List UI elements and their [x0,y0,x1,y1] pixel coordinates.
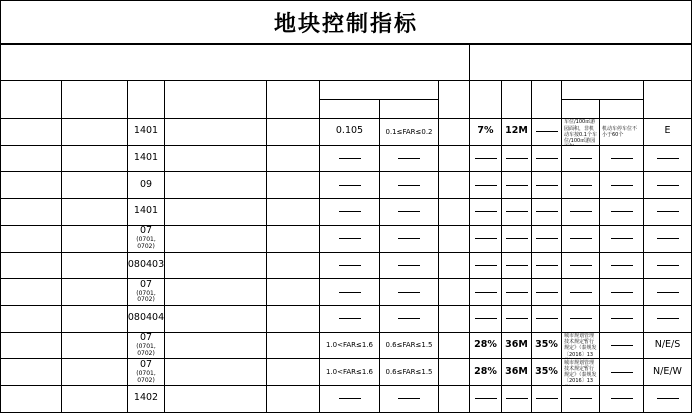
parking-below-cell [600,226,643,252]
dash-mark [570,211,592,212]
space-code-cell [2,172,61,198]
green-cell [532,172,561,198]
far-above-cell [320,226,379,252]
land-use-nature-cell [165,279,266,305]
density-cell: 28% [474,338,497,350]
far-below-cell: 0.1≤FAR≤0.2 [385,127,433,136]
area-cell [267,253,319,279]
section-flexible [470,45,691,80]
dash-mark [475,265,497,266]
area-cell [267,333,319,359]
height-cell [502,306,531,332]
parking-above-cell [562,279,599,305]
dash-mark [475,238,497,239]
grid-line [1,44,692,45]
area-cell [267,359,319,385]
header-far [320,81,438,99]
far-above-cell [320,253,379,279]
land-use-nature-cell [165,146,266,172]
entrance-cell: N/E/W [653,365,682,377]
dash-mark [475,185,497,186]
far-below-cell [380,226,438,252]
density-cell [470,226,501,252]
header-far-above [320,100,379,118]
dash-mark [475,158,497,159]
land-use-code: 080404 [128,312,164,324]
height-cell: 36M [505,338,528,350]
height-cell [502,172,531,198]
dash-mark [536,211,558,212]
dash-mark [570,158,592,159]
dash-mark [570,238,592,239]
far-below-cell [380,199,438,225]
grid-line [438,80,439,412]
space-code-cell [2,146,61,172]
space-code-cell [2,253,61,279]
land-use-code: 1401 [133,205,159,217]
dash-mark [339,211,361,212]
parking-above-cell [562,199,599,225]
entrance-cell [644,386,691,412]
density-cell [470,306,501,332]
dash-mark [339,292,361,293]
parking-above-cell [562,386,599,412]
land-use-nature-cell [165,359,266,385]
far-below-cell [380,306,438,332]
dash-mark [475,211,497,212]
height-cell [502,386,531,412]
area-cell [267,279,319,305]
area-cell [267,306,319,332]
dash-mark [339,238,361,239]
parking-below-cell [600,386,643,412]
parking-below-cell [600,279,643,305]
dash-mark [611,185,633,186]
height-cell [502,279,531,305]
space-code-cell [2,359,61,385]
land-use-code-cell [128,333,164,359]
parking-above-cell [562,306,599,332]
dash-mark [506,292,528,293]
land-use-code-cell [128,253,164,279]
density-cell [470,172,501,198]
dash-mark [657,158,679,159]
dash-mark [570,398,592,399]
dash-mark [536,185,558,186]
entrance-cell [644,279,691,305]
parcel-code-cell [62,146,127,172]
header-height [502,81,531,118]
entrance-cell: E [664,125,671,137]
entrance-cell [644,306,691,332]
parking-below-cell [600,359,643,385]
dash-mark [657,398,679,399]
parking-above-cell [562,146,599,172]
far-above-cell: 0.105 [335,125,364,137]
dash-mark [475,398,497,399]
dash-mark [339,265,361,266]
far-below-cell [380,253,438,279]
land-use-nature-cell [165,199,266,225]
land-use-code-cell [128,119,164,145]
header-parking-below [600,100,643,118]
land-use-nature-cell [165,226,266,252]
dash-mark [570,318,592,319]
parcel-code-cell [62,172,127,198]
dash-mark [536,265,558,266]
dash-mark [398,211,420,212]
area-cell [267,172,319,198]
dash-mark [506,185,528,186]
land-use-code-cell [128,386,164,412]
green-cell [532,386,561,412]
land-use-code: 07 [139,359,153,370]
height-cell [502,226,531,252]
green-cell [532,306,561,332]
far-above-cell: 1.0<FAR≤1.6 [325,341,374,350]
land-use-code-cell [128,146,164,172]
space-code-cell [2,386,61,412]
dash-mark [398,158,420,159]
dash-mark [657,238,679,239]
green-cell [532,146,561,172]
parking-below-cell [600,333,643,359]
dash-mark [506,318,528,319]
far-above-cell [320,306,379,332]
parcel-code-cell [62,279,127,305]
far-above-cell [320,172,379,198]
density-cell [470,199,501,225]
dash-mark [506,265,528,266]
dash-mark [657,318,679,319]
dash-mark [611,238,633,239]
dash-mark [657,265,679,266]
far-above-cell [320,199,379,225]
dash-mark [339,185,361,186]
parcel-code-cell [62,359,127,385]
dash-mark [536,398,558,399]
header-parking-above [562,100,599,118]
dash-mark [536,158,558,159]
area-cell [267,386,319,412]
dash-mark [475,292,497,293]
far-above-cell [320,146,379,172]
far-below-cell [380,172,438,198]
density-cell: 28% [474,365,497,377]
dash-mark [570,265,592,266]
land-use-code-cell [128,359,164,385]
land-use-nature-cell [165,253,266,279]
land-use-code-cell [128,172,164,198]
parking-below-cell [600,172,643,198]
dash-mark [611,265,633,266]
parking-below-cell [600,146,643,172]
space-code-cell [2,279,61,305]
land-use-code-cell [128,306,164,332]
green-cell: 35% [535,338,558,350]
header-parcel-code [62,81,127,118]
land-use-nature-cell [165,172,266,198]
space-code-cell [2,199,61,225]
parking-above-cell: 城市规划管理技术规定暂行规定》（泰规发〔2016〕13 [564,359,597,385]
dash-mark [506,211,528,212]
dash-mark [536,292,558,293]
dash-mark [475,318,497,319]
dash-mark [536,131,558,132]
entrance-cell [644,199,691,225]
parking-above-cell [562,253,599,279]
far-below-cell: 0.6≤FAR≤1.5 [385,341,433,350]
parcel-code-cell [62,119,127,145]
dash-mark [398,292,420,293]
dash-mark [657,211,679,212]
dash-mark [398,185,420,186]
area-cell [267,226,319,252]
dash-mark [398,238,420,239]
dash-mark [339,318,361,319]
dash-mark [398,265,420,266]
dash-mark [611,211,633,212]
header-parking [562,81,643,99]
dash-mark [611,372,633,373]
header-entrance [644,81,691,118]
land-use-code-cell [128,199,164,225]
space-code-cell [2,226,61,252]
space-code-cell [2,119,61,145]
area-cell [267,146,319,172]
height-cell [502,199,531,225]
entrance-cell [644,253,691,279]
far-above-cell [320,279,379,305]
parcel-code-cell [62,199,127,225]
parking-below-cell [600,199,643,225]
parking-above-cell [562,226,599,252]
land-use-code-sub: (0701, 0702) [136,236,156,251]
dash-mark [398,318,420,319]
land-use-nature-cell [165,333,266,359]
area-cell [267,199,319,225]
parcel-code-cell [62,386,127,412]
parcel-code-cell [62,226,127,252]
entrance-cell [644,146,691,172]
parcel-code-cell [62,333,127,359]
far-above-cell: 1.0<FAR≤1.6 [325,367,374,376]
green-cell [532,253,561,279]
density-cell: 7% [477,125,494,137]
dash-mark [339,158,361,159]
green-cell [532,226,561,252]
dash-mark [570,185,592,186]
area-cell [267,119,319,145]
land-use-code: 07 [139,332,153,344]
parking-above-cell: 车位/100㎡游园面积，非机动车按0.1个车位/100㎡游园 [564,119,597,145]
far-below-cell [380,386,438,412]
land-use-code: 1401 [133,152,159,164]
parking-above-cell [562,172,599,198]
entrance-cell [644,172,691,198]
section-rigid [2,45,469,80]
height-cell [502,253,531,279]
dash-mark [536,238,558,239]
land-use-code: 1402 [133,392,159,404]
green-cell [532,199,561,225]
dash-mark [657,185,679,186]
header-area [267,81,319,118]
land-use-code-cell [128,279,164,305]
density-cell [470,253,501,279]
land-use-code: 080403 [128,258,164,270]
dash-mark [611,318,633,319]
dash-mark [611,158,633,159]
density-cell [470,386,501,412]
far-below-cell [380,279,438,305]
dash-mark [506,238,528,239]
land-use-code: 1401 [133,125,159,137]
density-cell [470,146,501,172]
height-cell: 36M [505,365,528,377]
parking-below-cell [600,253,643,279]
far-below-cell: 0.6≤FAR≤1.5 [385,367,433,376]
dash-mark [570,292,592,293]
land-use-code: 09 [139,178,153,190]
entrance-cell: N/E/S [654,338,681,350]
land-use-nature-cell [165,119,266,145]
far-above-cell [320,386,379,412]
far-below-cell [380,146,438,172]
land-use-code-sub: (0701, 0702) [136,369,156,384]
header-land-use-nature [165,81,266,118]
dash-mark [657,292,679,293]
height-cell [502,146,531,172]
parking-below-cell [600,306,643,332]
dash-mark [339,398,361,399]
land-use-nature-cell [165,306,266,332]
entrance-cell [644,226,691,252]
parking-below-cell: 机动车停车位不小于60个 [602,125,638,138]
dash-mark [506,158,528,159]
density-cell [470,279,501,305]
space-code-cell [2,333,61,359]
dash-mark [611,345,633,346]
grid-line [561,99,644,100]
land-use-code: 07 [139,225,153,237]
land-use-code-cell [128,226,164,252]
green-cell: 35% [535,365,558,377]
green-cell [532,119,561,145]
header-land-use-code [128,81,164,118]
space-code-cell [2,306,61,332]
header-space-code [2,81,61,118]
height-cell: 12M [505,125,528,137]
dash-mark [536,318,558,319]
land-use-nature-cell [165,386,266,412]
header-far-below [380,100,438,118]
table-title: 地块控制指标 [1,1,691,44]
dash-mark [611,398,633,399]
parcel-code-cell [62,306,127,332]
parking-above-cell: 城市规划管理技术规定暂行规定》（泰规发〔2016〕13 [564,332,597,358]
dash-mark [398,398,420,399]
dash-mark [611,292,633,293]
green-cell [532,279,561,305]
parcel-code-cell [62,253,127,279]
land-use-code-sub: (0701, 0702) [136,289,156,304]
dash-mark [506,398,528,399]
land-use-code: 07 [139,279,153,290]
land-use-code-sub: (0701, 0702) [136,343,156,357]
table-grid [1,44,691,412]
header-density [470,81,501,118]
